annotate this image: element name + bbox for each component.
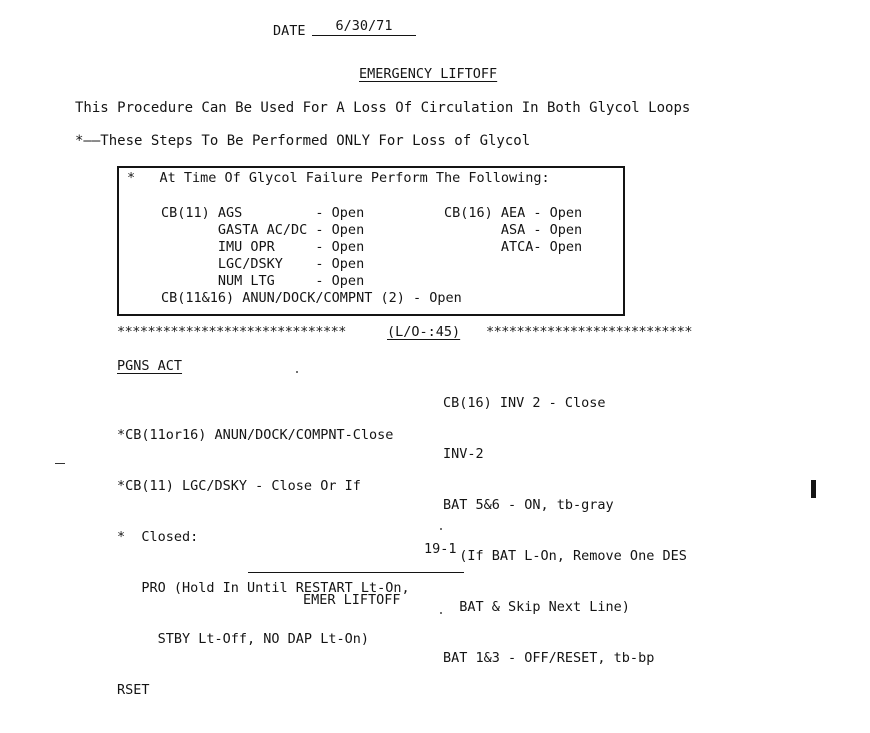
box-left-line: CB(11) AGS - Open — [161, 205, 365, 221]
page-number: 19-1 — [424, 541, 457, 557]
procedure-right-line: BAT 1&3 - OFF/RESET, tb-bp — [443, 650, 655, 666]
page-title: EMERGENCY LIFTOFF — [359, 66, 498, 82]
box-right-line: ASA - Open — [444, 222, 583, 238]
date-label: DATE — [273, 23, 306, 39]
box-right-line: ATCA- Open — [444, 239, 583, 255]
margin-tick-mark — [55, 463, 65, 464]
procedure-left-line: *CB(11or16) ANUN/DOCK/COMPNT-Close — [117, 427, 394, 443]
box-heading: * At Time Of Glycol Failure Perform The Following: — [127, 170, 550, 186]
procedure-heading: PGNS ACT — [117, 358, 183, 374]
procedure-left-line: RSET — [117, 682, 150, 698]
box-right-line: CB(16) AEA - Open — [444, 205, 583, 221]
footer-label: EMER LIFTOFF — [303, 592, 401, 608]
procedure-right-line: CB(16) INV 2 - Close — [443, 395, 606, 411]
procedure-left-line: * Closed: — [117, 529, 199, 545]
intro-text: This Procedure Can Be Used For A Loss Of Circulation In Both Glycol Loops — [75, 100, 691, 116]
procedure-left-line: STBY Lt-Off, NO DAP Lt-On) — [117, 631, 369, 647]
glycol-note: *——These Steps To Be Performed ONLY For Loss of Glycol — [75, 133, 531, 149]
procedure-right-line: BAT 5&6 - ON, tb-gray — [443, 497, 614, 513]
procedure-right-line: INV-2 — [443, 446, 484, 462]
margin-change-bar — [811, 480, 816, 498]
box-left-line: CB(11&16) ANUN/DOCK/COMPNT (2) - Open — [161, 290, 462, 306]
footer-rule — [248, 572, 464, 573]
liftoff-time-marker: (L/O-:45) — [387, 324, 461, 340]
scan-speck — [440, 528, 442, 530]
asterisk-divider-left: ****************************** — [117, 324, 346, 340]
procedure-left-column — [117, 393, 410, 733]
procedure-left-line: *CB(11) LGC/DSKY - Close Or If — [117, 478, 361, 494]
procedure-right-line: BAT & Skip Next Line) — [443, 599, 630, 615]
scan-speck — [296, 371, 298, 373]
asterisk-divider-right: *************************** — [486, 324, 692, 340]
procedure-left-line: PRO (Hold In Until RESTART Lt-On, — [117, 580, 410, 596]
procedure-right-line: (If BAT L-On, Remove One DES — [443, 548, 687, 564]
box-left-line: IMU OPR - Open — [161, 239, 365, 255]
glycol-failure-box — [117, 166, 625, 316]
procedure-right-column — [443, 361, 687, 701]
box-left-line: LGC/DSKY - Open — [161, 256, 365, 272]
box-left-line: NUM LTG - Open — [161, 273, 365, 289]
scan-speck — [440, 612, 442, 614]
date-value: 6/30/71 — [312, 17, 416, 36]
box-left-line: GASTA AC/DC - Open — [161, 222, 365, 238]
